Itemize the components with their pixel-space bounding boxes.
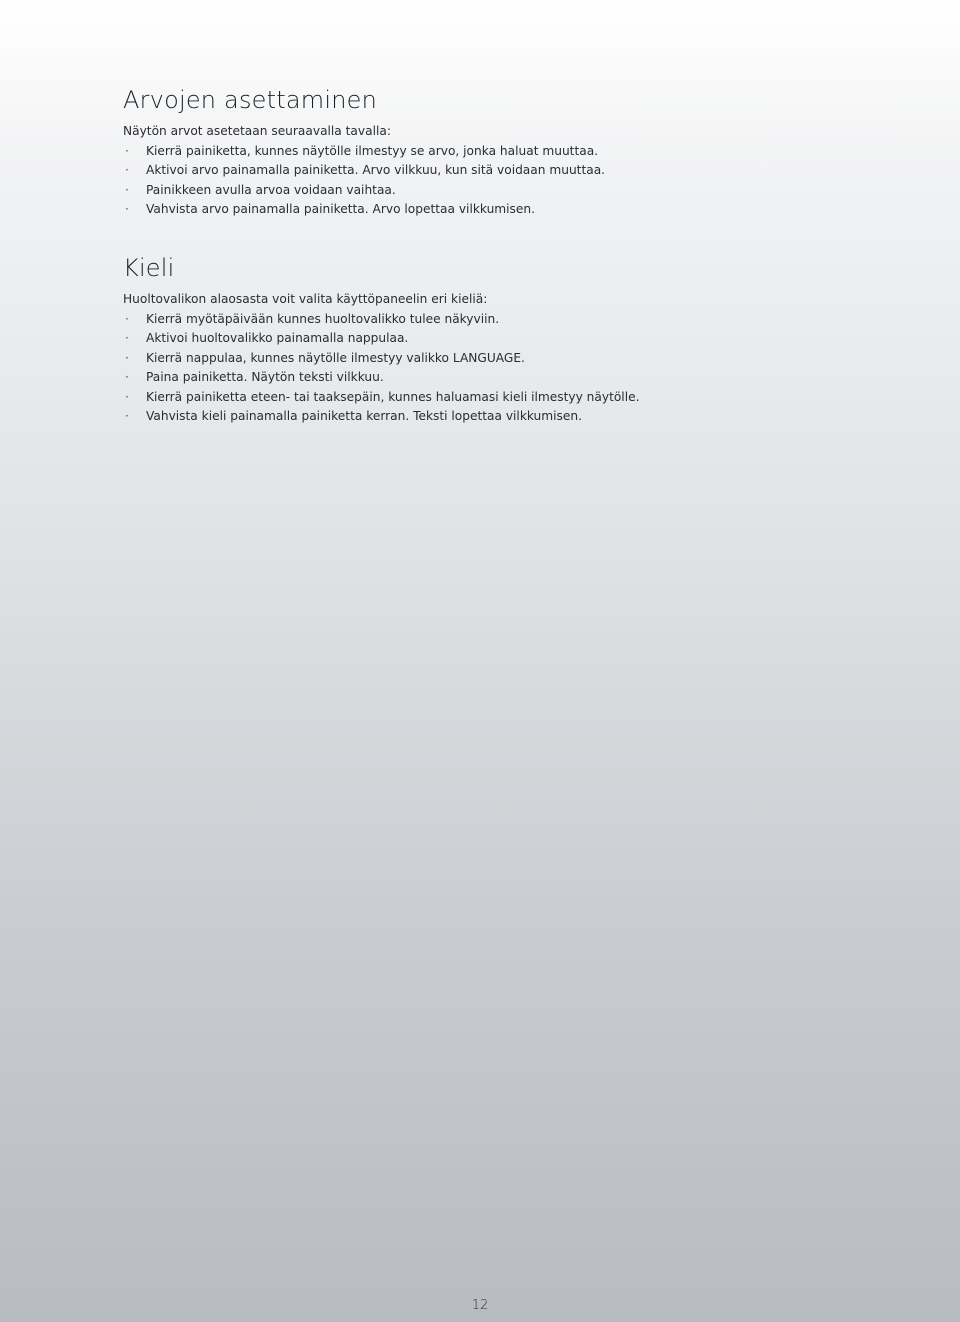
list-item xyxy=(123,407,743,427)
list-item xyxy=(123,181,743,201)
bullet-dot: · xyxy=(125,163,129,177)
section-intro: Huoltovalikon alaosasta voit valita käyttöpaneelin eri kieliä: xyxy=(123,292,488,306)
section-language xyxy=(123,252,743,427)
bullet-dot: · xyxy=(125,331,129,345)
list-item-text: Aktivoi huoltovalikko painamalla nappulaa. xyxy=(146,331,409,345)
list-item-text: Paina painiketta. Näytön teksti vilkkuu. xyxy=(146,370,384,384)
bullet-dot: · xyxy=(125,182,129,197)
instruction-list xyxy=(123,142,743,220)
list-item-text: Kierrä painiketta, kunnes näytölle ilmestyy se arvo, jonka haluat muuttaa. xyxy=(146,143,599,158)
list-item xyxy=(123,200,743,220)
list-item-text: Vahvista arvo painamalla painiketta. Arvo lopettaa vilkkumisen. xyxy=(146,202,535,216)
bullet-dot: · xyxy=(125,143,129,158)
bullet-dot: · xyxy=(125,202,129,216)
list-item-text: Kierrä myötäpäivään kunnes huoltovalikko tulee näkyviin. xyxy=(146,311,500,326)
section-title: Arvojen asettaminen xyxy=(123,86,377,114)
bullet-dot: · xyxy=(125,370,129,384)
section-title: Kieli xyxy=(123,254,175,282)
page-number: 12 xyxy=(471,1298,489,1313)
list-item-text: Kierrä nappulaa, kunnes näytölle ilmestyy valikko LANGUAGE. xyxy=(146,350,525,365)
bullet-dot: · xyxy=(125,389,129,404)
list-item xyxy=(123,368,743,388)
instruction-list xyxy=(123,310,743,427)
section-setting-values xyxy=(123,84,743,220)
list-item-text: Vahvista kieli painamalla painiketta kerran. Teksti lopettaa vilkkumisen. xyxy=(146,409,582,423)
section-intro: Näytön arvot asetetaan seuraavalla tavalla: xyxy=(123,124,391,138)
list-item xyxy=(123,329,743,349)
list-item xyxy=(123,161,743,181)
list-item xyxy=(123,142,743,162)
list-item-text: Aktivoi arvo painamalla painiketta. Arvo vilkkuu, kun sitä voidaan muuttaa. xyxy=(146,163,606,177)
bullet-dot: · xyxy=(125,350,129,365)
list-item-text: Painikkeen avulla arvoa voidaan vaihtaa. xyxy=(146,182,396,197)
list-item xyxy=(123,349,743,369)
list-item xyxy=(123,388,743,408)
bullet-dot: · xyxy=(125,409,129,423)
list-item-text: Kierrä painiketta eteen- tai taaksepäin, kunnes haluamasi kieli ilmestyy näytölle. xyxy=(146,389,640,404)
list-item xyxy=(123,310,743,330)
bullet-dot: · xyxy=(125,311,129,326)
